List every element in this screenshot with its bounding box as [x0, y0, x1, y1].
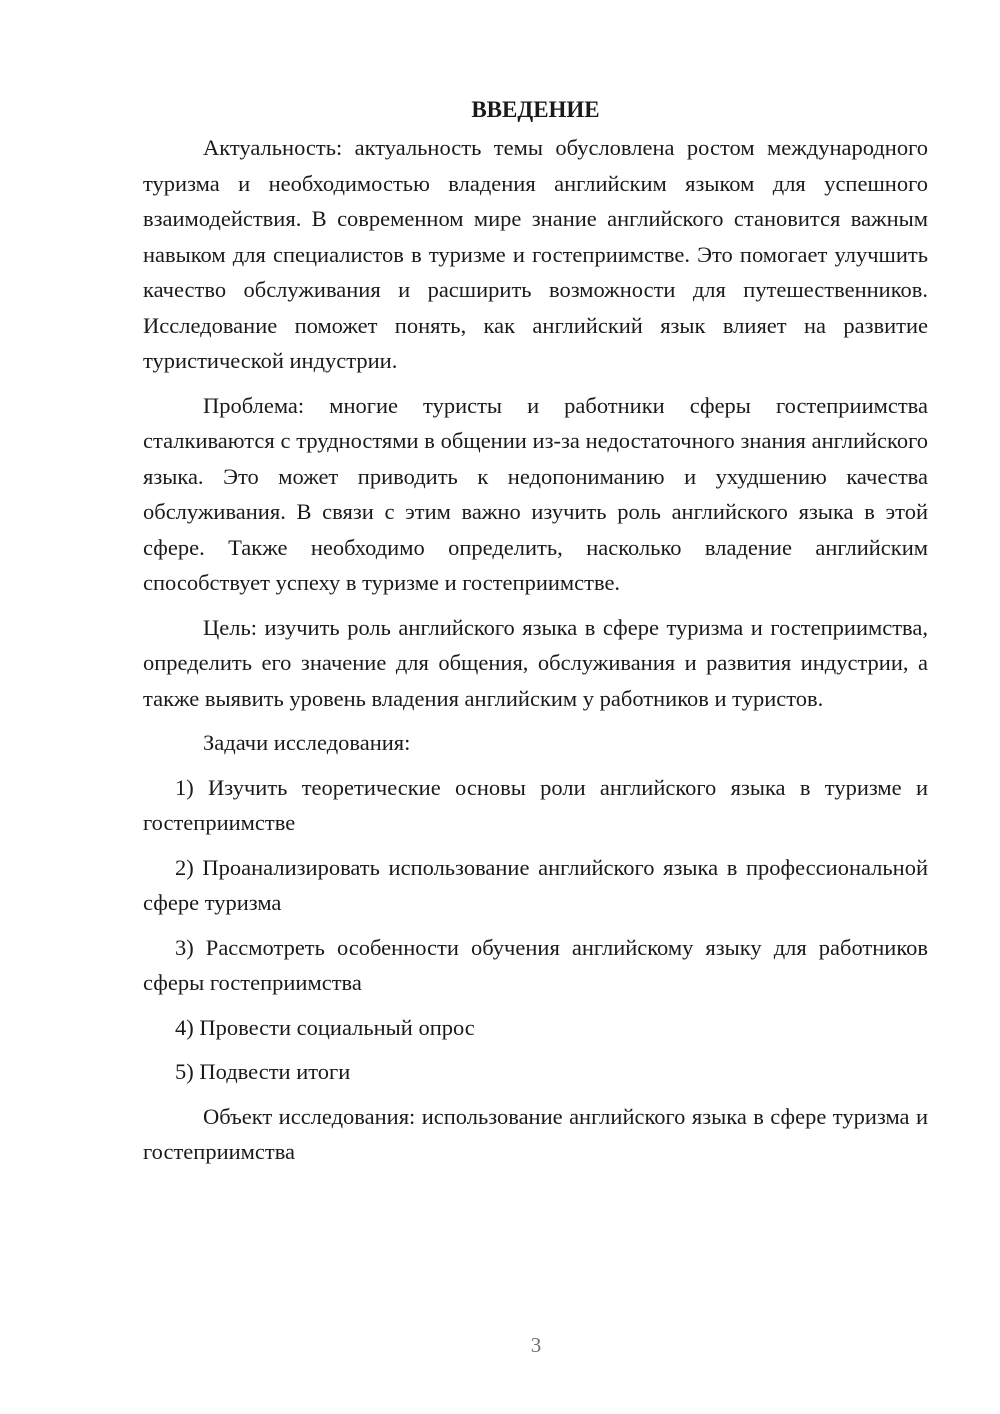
tasks-heading: Задачи исследования: — [203, 730, 411, 755]
page-number: 3 — [530, 1333, 542, 1357]
task-item: 1) Изучить теоретические основы роли английского языка в туризме и гостеприимстве — [143, 774, 928, 835]
goal-paragraph: Цель: изучить роль английского языка в сфере туризма и гостеприимства, определить его значение для общения, обслуживания и развития индустрии, а также выявить уровень владения английским у работников и туристов. — [143, 614, 928, 711]
relevance-paragraph: Актуальность: актуальность темы обусловлена ростом международного туризма и необходимостью владения английским языком для успешного взаимодействия. В современном мире знание английского становится важным навыком для специалистов в туризме и гостеприимстве. Это помогает улучшить качество обслуживания и расширить возможности для путешественников. Исследование поможет понять, как английский язык влияет на развитие туристической индустрии. — [143, 135, 928, 373]
task-item: 4) Провести социальный опрос — [175, 1014, 475, 1040]
section-heading: ВВЕДЕНИЕ — [471, 97, 600, 122]
task-item: 3) Рассмотреть особенности обучения английскому языку для работников сферы гостеприимства — [143, 934, 928, 995]
task-item: 5) Подвести итоги — [175, 1059, 351, 1084]
object-paragraph: Объект исследования: использование английского языка в сфере туризма и гостеприимства — [143, 1103, 928, 1164]
document-page — [143, 92, 928, 1179]
problem-paragraph: Проблема: многие туристы и работники сферы гостеприимства сталкиваются с трудностями в общении из-за недостаточного знания английского языка. Это может приводить к недопониманию и ухудшению качества обслуживания. В связи с этим важно изучить роль английского языка в этой сфере. Также необходимо определить, насколько владение английским способствует успеху в туризме и гостеприимстве. — [143, 392, 928, 595]
task-item: 2) Проанализировать использование английского языка в профессиональной сфере туризма — [143, 854, 928, 915]
